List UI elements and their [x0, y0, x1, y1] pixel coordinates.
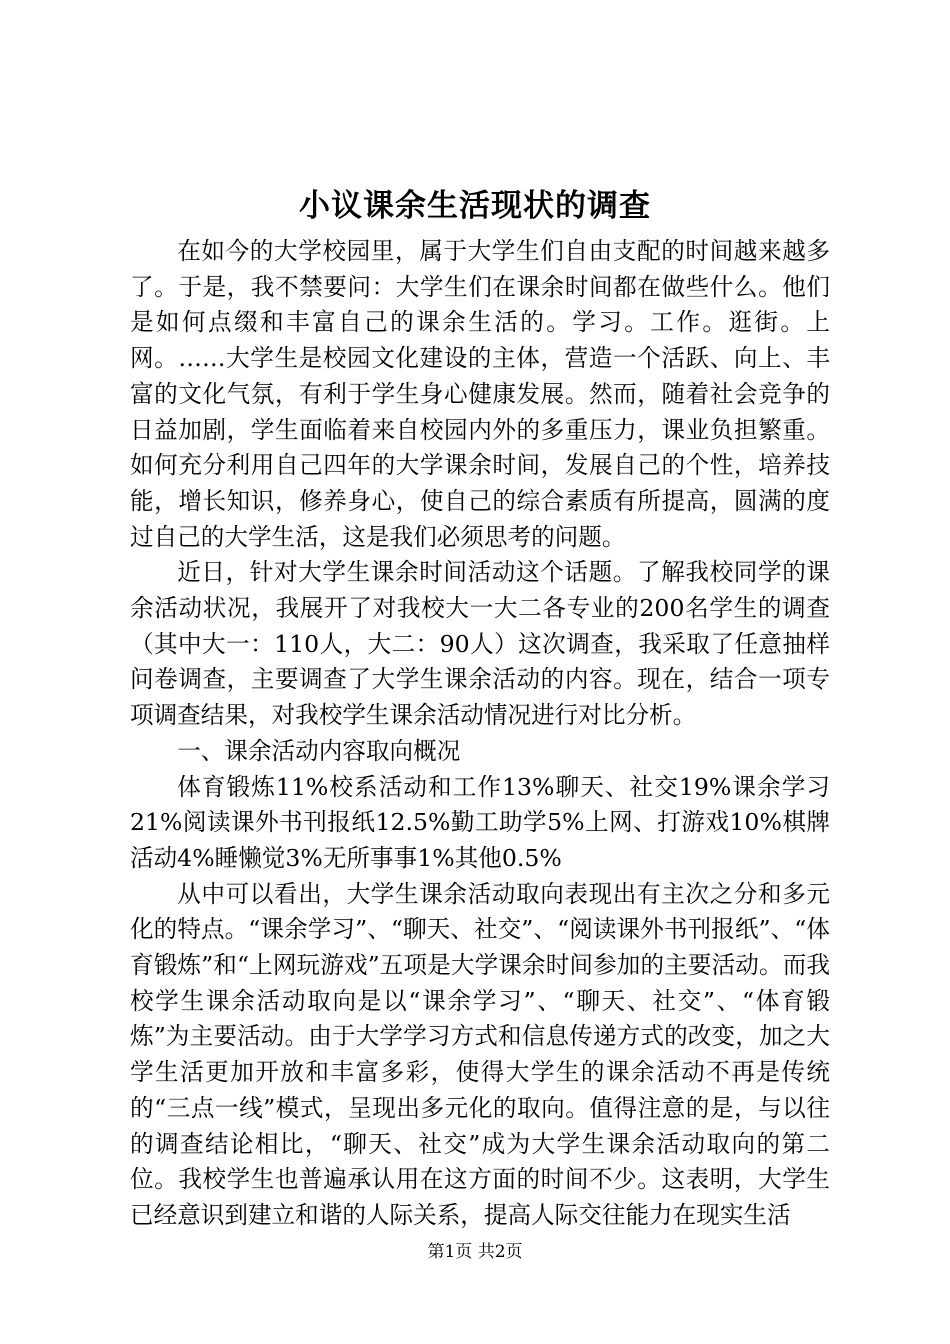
document-title: 小议课余生活现状的调查 — [299, 188, 651, 224]
document-body — [130, 234, 830, 1234]
paragraph-statistics: 体育锻炼11%校系活动和工作13%聊天、社交19%课余学习21%阅读课外书刊报纸12.5%勤工助学5%上网、打游戏10%棋牌活动4%睡懒觉3%无所事事1%其他0.5% — [130, 772, 830, 872]
paragraph-intro: 在如今的大学校园里，属于大学生们自由支配的时间越来越多了。于是，我不禁要问：大学生们在课余时间都在做些什么。他们是如何点缀和丰富自己的课余生活的。学习。工作。逛街。上网。……大学生是校园文化建设的主体，营造一个活跃、向上、丰富的文化气氛，有利于学生身心健康发展。然而，随着社会竞争的日益加剧，学生面临着来自校园内外的多重压力，课业负担繁重。如何充分利用自己四年的大学课余时间，发展自己的个性，培养技能，增长知识，修养身心，使自己的综合素质有所提高，圆满的度过自己的大学生活，这是我们必须思考的问题。 — [130, 237, 830, 551]
paragraph-survey: 近日，针对大学生课余时间活动这个话题。了解我校同学的课余活动状况，我展开了对我校大一大二各专业的200名学生的调查（其中大一：110人，大二：90人）这次调查，我采取了任意抽样问卷调查，主要调查了大学生课余活动的内容。现在，结合一项专项调查结果，对我校学生课余活动情况进行对比分析。 — [130, 558, 830, 730]
section-heading: 一、课余活动内容取向概况 — [177, 736, 461, 765]
page-number: 第1页 共2页 — [427, 1242, 523, 1262]
paragraph-analysis: 从中可以看出，大学生课余活动取向表现出有主次之分和多元化的特点。“课余学习”、“聊天、社交”、“阅读课外书刊报纸”、“体育锻炼”和“上网玩游戏”五项是大学课余时间参加的主要活动。而我校学生课余活动取向是以“课余学习”、“聊天、社交”、“体育锻炼”为主要活动。由于大学学习方式和信息传递方式的改变，加之大学生活更加开放和丰富多彩，使得大学生的课余活动不再是传统的“三点一线”模式，呈现出多元化的取向。值得注意的是，与以往的调查结论相比，“聊天、社交”成为大学生课余活动取向的第二位。我校学生也普遍承认用在这方面的时间不少。这表明，大学生已经意识到建立和谐的人际关系，提高人际交往能力在现实生活 — [130, 879, 830, 1229]
